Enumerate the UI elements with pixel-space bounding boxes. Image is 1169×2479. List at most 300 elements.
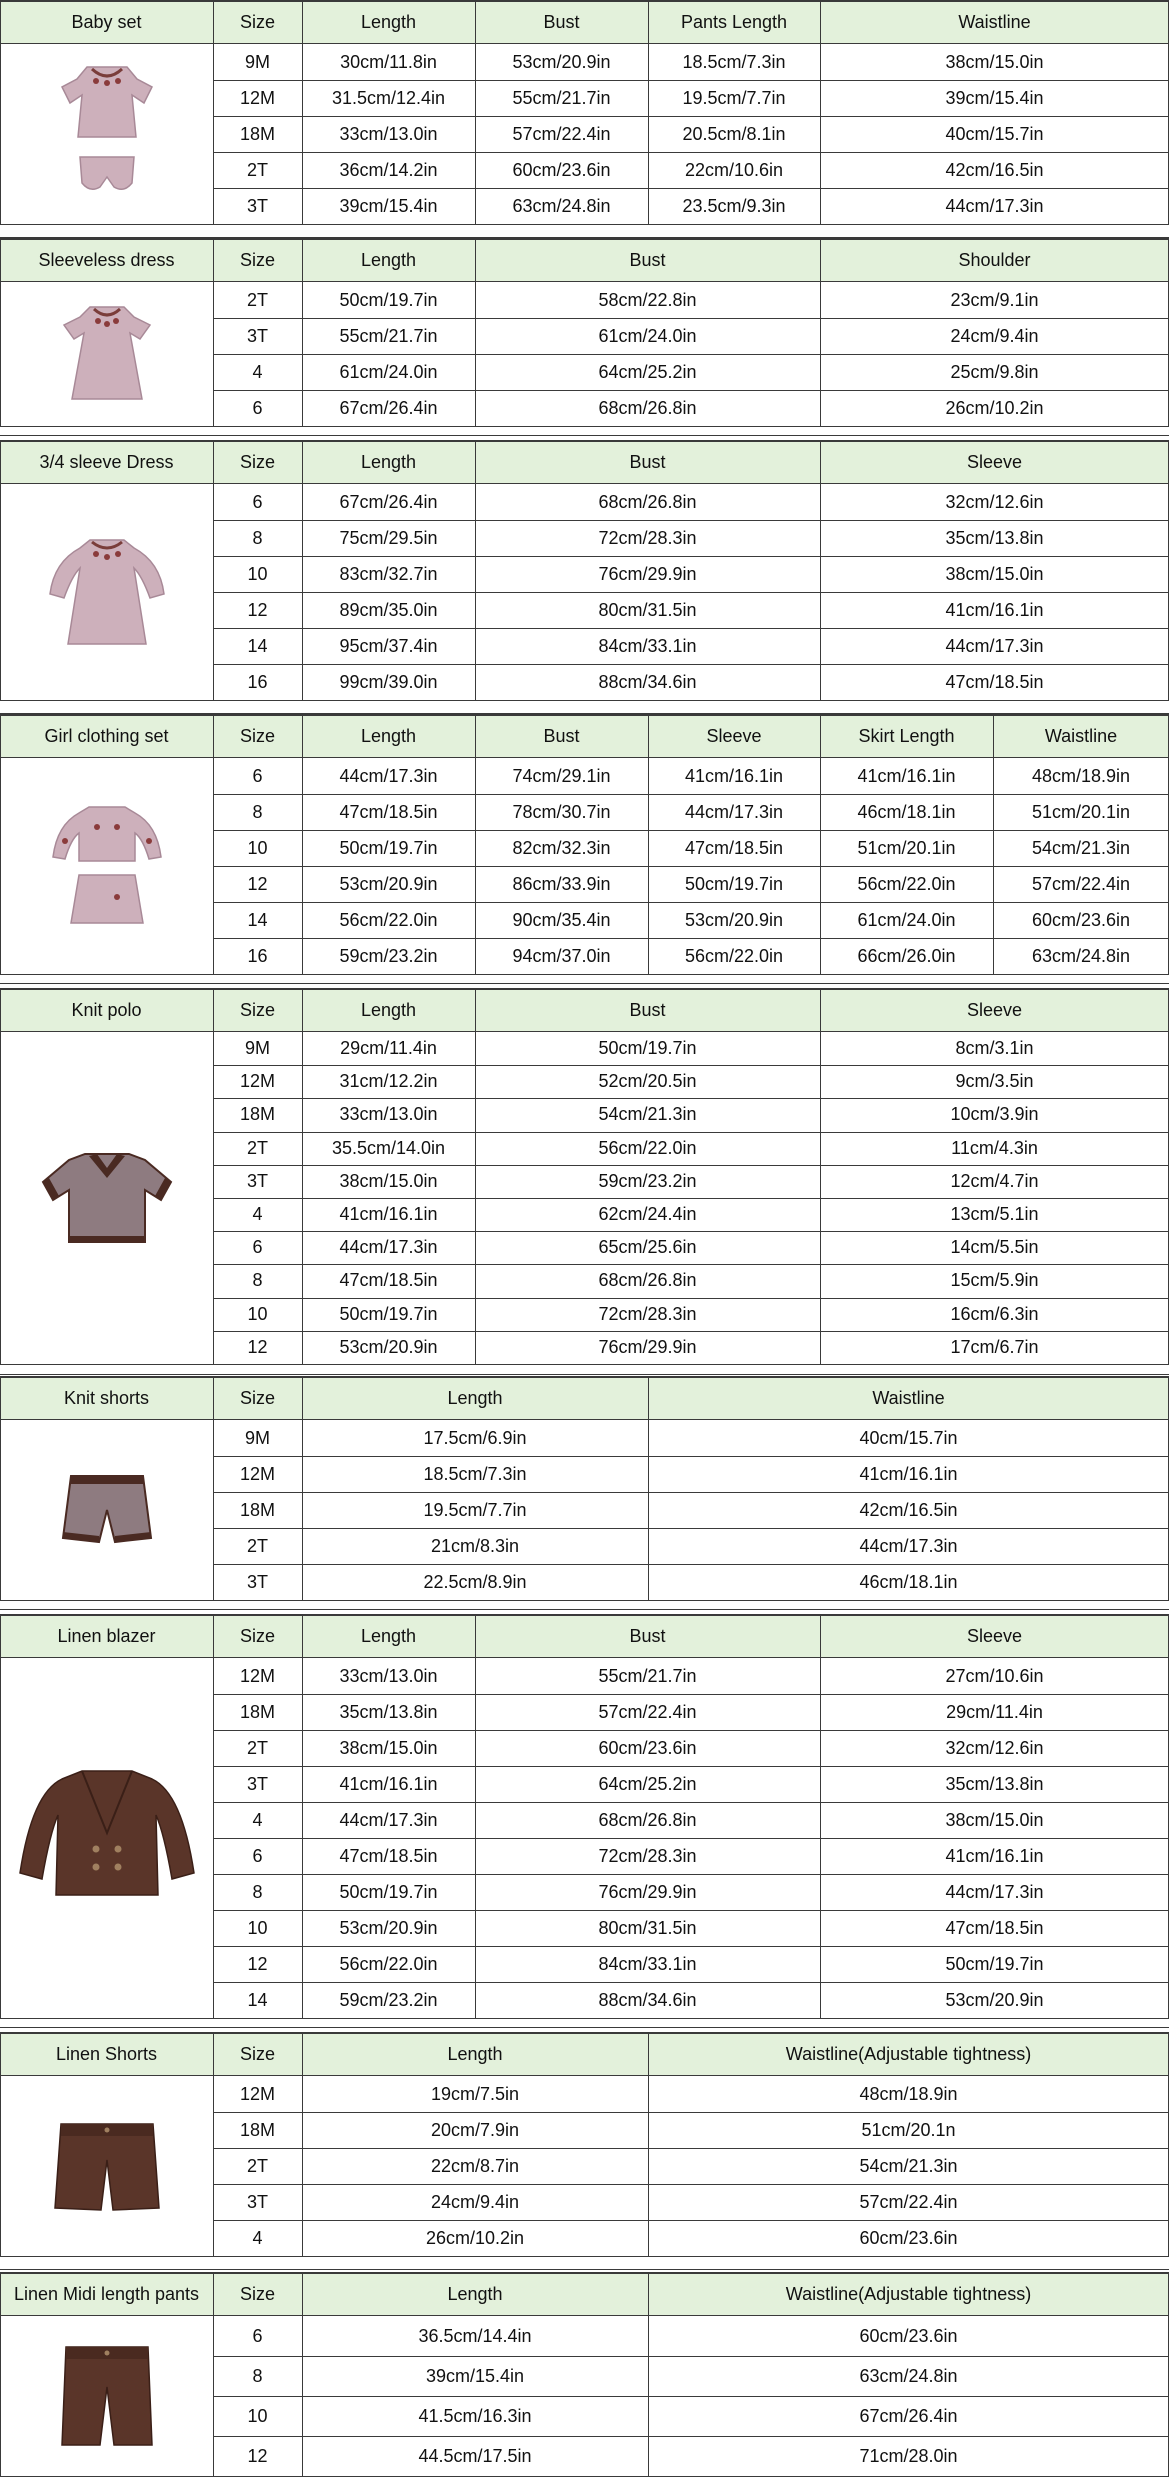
table-title: Knit polo: [71, 999, 142, 1020]
row-divider: [213, 1492, 1169, 1493]
measure-cell: 53cm/20.9in: [339, 873, 438, 894]
measure-cell: 24cm/9.4in: [950, 325, 1039, 346]
column-divider: [820, 440, 821, 700]
table-bottom-border: [0, 2018, 1169, 2019]
row-divider: [213, 116, 1169, 117]
table-title: Linen Shorts: [55, 2043, 158, 2064]
column-header: Skirt Length: [858, 725, 955, 746]
measure-cell: 57cm/22.4in: [512, 123, 611, 144]
measure-cell: 61cm/24.0in: [339, 361, 438, 382]
measure-cell: 18.5cm/7.3in: [682, 51, 786, 72]
column-header: Length: [447, 2043, 503, 2064]
measure-cell: 23cm/9.1in: [950, 289, 1039, 310]
size-cell: 6: [252, 491, 263, 512]
size-cell: 12M: [239, 87, 275, 108]
size-cell: 18M: [239, 123, 275, 144]
column-divider: [475, 238, 476, 426]
measure-cell: 76cm/29.9in: [598, 563, 697, 584]
row-divider: [213, 1910, 1169, 1911]
size-cell: 12: [247, 873, 268, 894]
measure-cell: 47cm/18.5in: [339, 1845, 438, 1866]
linen-shorts-image: [0, 2076, 213, 2256]
table-title: 3/4 sleeve Dress: [39, 451, 174, 472]
column-divider: [0, 988, 1, 1364]
column-header: Bust: [629, 1625, 666, 1646]
measure-cell: 35cm/13.8in: [339, 1701, 438, 1722]
size-table: [0, 714, 1169, 984]
table-title: Knit shorts: [63, 1387, 150, 1408]
measure-cell: 72cm/28.3in: [598, 1303, 697, 1324]
measure-cell: 56cm/22.0in: [339, 909, 438, 930]
size-cell: 8: [252, 2365, 263, 2386]
measure-cell: 22cm/10.6in: [684, 159, 784, 180]
measure-cell: 44cm/17.3in: [945, 1881, 1044, 1902]
measure-cell: 60cm/23.6in: [859, 2227, 958, 2248]
row-divider: [213, 1456, 1169, 1457]
column-divider: [820, 988, 821, 1364]
baby-set-dress-and-bloomers-image: [0, 44, 213, 224]
measure-cell: 26cm/10.2in: [945, 397, 1044, 418]
measure-cell: 20.5cm/8.1in: [682, 123, 786, 144]
three-quarter-sleeve-dress-image: [0, 484, 213, 700]
measure-cell: 41cm/16.1in: [684, 765, 784, 786]
column-divider: [475, 1614, 476, 2018]
measure-cell: 89cm/35.0in: [339, 599, 438, 620]
measure-cell: 25cm/9.8in: [950, 361, 1039, 382]
measure-cell: 52cm/20.5in: [598, 1071, 697, 1092]
table-bottom-border: [0, 224, 1169, 225]
size-cell: 2T: [246, 2155, 268, 2176]
column-divider: [820, 714, 821, 974]
size-table: [0, 988, 1169, 1375]
column-divider: [302, 1376, 303, 1600]
row-divider: [213, 1564, 1169, 1565]
measure-cell: 20cm/7.9in: [430, 2119, 520, 2140]
measure-cell: 51cm/20.1in: [857, 837, 956, 858]
measure-cell: 33cm/13.0in: [339, 1665, 438, 1686]
measure-cell: 71cm/28.0in: [859, 2445, 958, 2466]
row-divider: [213, 794, 1169, 795]
table-bottom-border: [0, 426, 1169, 427]
measure-cell: 54cm/21.3in: [859, 2155, 958, 2176]
size-cell: 16: [247, 945, 268, 966]
measure-cell: 95cm/37.4in: [339, 635, 438, 656]
measure-cell: 27cm/10.6in: [945, 1665, 1044, 1686]
measure-cell: 9cm/3.5in: [955, 1071, 1034, 1092]
measure-cell: 41cm/16.1in: [339, 1204, 438, 1225]
measure-cell: 38cm/15.0in: [945, 563, 1044, 584]
column-header: Pants Length: [680, 11, 788, 32]
measure-cell: 61cm/24.0in: [857, 909, 956, 930]
measure-cell: 55cm/21.7in: [512, 87, 611, 108]
measure-cell: 35cm/13.8in: [945, 1773, 1044, 1794]
measure-cell: 46cm/18.1in: [857, 801, 956, 822]
row-divider: [213, 1298, 1169, 1299]
size-cell: 18M: [239, 1499, 275, 1520]
measure-cell: 19cm/7.5in: [430, 2083, 520, 2104]
column-header: Size: [239, 451, 275, 472]
row-divider: [213, 354, 1169, 355]
size-cell: 9M: [244, 1427, 270, 1448]
column-divider: [0, 238, 1, 426]
measure-cell: 62cm/24.4in: [598, 1204, 697, 1225]
size-cell: 2T: [246, 1535, 268, 1556]
measure-cell: 84cm/33.1in: [598, 1953, 697, 1974]
column-divider: [302, 2272, 303, 2476]
measure-cell: 64cm/25.2in: [598, 361, 697, 382]
column-divider: [213, 238, 214, 426]
linen-midi-pants-image: [0, 2316, 213, 2476]
measure-cell: 50cm/19.7in: [339, 1881, 438, 1902]
measure-cell: 67cm/26.4in: [339, 491, 438, 512]
section-separator: [0, 1374, 1169, 1375]
measure-cell: 50cm/19.7in: [339, 289, 438, 310]
size-cell: 18M: [239, 2119, 275, 2140]
column-header: Bust: [629, 451, 666, 472]
measure-cell: 50cm/19.7in: [598, 1038, 697, 1059]
size-cell: 3T: [246, 1170, 268, 1191]
size-cell: 14: [247, 909, 268, 930]
measure-cell: 99cm/39.0in: [339, 671, 438, 692]
column-header: Size: [239, 999, 275, 1020]
row-divider: [213, 1730, 1169, 1731]
row-divider: [213, 1838, 1169, 1839]
measure-cell: 50cm/19.7in: [945, 1953, 1044, 1974]
measure-cell: 51cm/20.1n: [861, 2119, 956, 2140]
size-cell: 2T: [246, 159, 268, 180]
measure-cell: 90cm/35.4in: [512, 909, 611, 930]
measure-cell: 60cm/23.6in: [598, 1737, 697, 1758]
measure-cell: 29cm/11.4in: [340, 1038, 437, 1059]
measure-cell: 78cm/30.7in: [512, 801, 611, 822]
size-cell: 12: [247, 1953, 268, 1974]
measure-cell: 75cm/29.5in: [339, 527, 438, 548]
column-divider: [0, 714, 1, 974]
column-header: Size: [239, 1387, 275, 1408]
row-divider: [213, 1132, 1169, 1133]
size-cell: 10: [247, 2405, 268, 2426]
row-divider: [213, 2220, 1169, 2221]
measure-cell: 63cm/24.8in: [1031, 945, 1131, 966]
measure-cell: 23.5cm/9.3in: [682, 195, 786, 216]
column-divider: [302, 440, 303, 700]
measure-cell: 84cm/33.1in: [598, 635, 697, 656]
column-header: Waistline(Adjustable tightness): [785, 2283, 1032, 2304]
measure-cell: 65cm/25.6in: [598, 1237, 697, 1258]
size-cell: 3T: [246, 1571, 268, 1592]
measure-cell: 44cm/17.3in: [339, 765, 438, 786]
row-divider: [213, 1874, 1169, 1875]
measure-cell: 36cm/14.2in: [339, 159, 438, 180]
measure-cell: 11cm/4.3in: [951, 1137, 1038, 1158]
table-title: Baby set: [71, 11, 142, 32]
measure-cell: 14cm/5.5in: [950, 1237, 1039, 1258]
size-cell: 10: [247, 837, 268, 858]
size-cell: 4: [252, 1809, 263, 1830]
row-divider: [213, 866, 1169, 867]
measure-cell: 56cm/22.0in: [598, 1137, 697, 1158]
row-divider: [213, 2436, 1169, 2437]
measure-cell: 18.5cm/7.3in: [423, 1463, 527, 1484]
measure-cell: 42cm/16.5in: [945, 159, 1044, 180]
measure-cell: 68cm/26.8in: [598, 397, 697, 418]
measure-cell: 55cm/21.7in: [598, 1665, 697, 1686]
size-cell: 12M: [239, 1463, 275, 1484]
column-header: Length: [360, 249, 417, 270]
size-cell: 3T: [246, 325, 268, 346]
column-header: Length: [360, 451, 417, 472]
column-divider: [213, 2272, 214, 2476]
measure-cell: 17cm/6.7in: [950, 1336, 1039, 1357]
measure-cell: 51cm/20.1in: [1031, 801, 1131, 822]
measure-cell: 67cm/26.4in: [859, 2405, 958, 2426]
measure-cell: 41cm/16.1in: [339, 1773, 438, 1794]
column-header: Waistline: [1044, 725, 1118, 746]
column-header: Length: [360, 1625, 417, 1646]
row-divider: [213, 188, 1169, 189]
size-cell: 16: [247, 671, 268, 692]
column-divider: [820, 0, 821, 224]
column-header: Size: [239, 1625, 275, 1646]
measure-cell: 57cm/22.4in: [598, 1701, 697, 1722]
knit-shorts-image: [0, 1420, 213, 1600]
measure-cell: 57cm/22.4in: [1031, 873, 1131, 894]
column-divider: [0, 2032, 1, 2256]
size-cell: 10: [247, 1917, 268, 1938]
measure-cell: 19.5cm/7.7in: [682, 87, 786, 108]
size-cell: 8: [252, 801, 263, 822]
measure-cell: 50cm/19.7in: [339, 837, 438, 858]
column-header: Shoulder: [958, 249, 1031, 270]
measure-cell: 16cm/6.3in: [950, 1303, 1039, 1324]
table-bottom-border: [0, 700, 1169, 701]
measure-cell: 21cm/8.3in: [430, 1535, 520, 1556]
size-cell: 6: [252, 2325, 263, 2346]
measure-cell: 32cm/12.6in: [945, 491, 1044, 512]
size-table: [0, 440, 1169, 714]
table-title: Sleeveless dress: [38, 249, 175, 270]
row-divider: [213, 1065, 1169, 1066]
section-separator: [0, 2269, 1169, 2270]
measure-cell: 35cm/13.8in: [945, 527, 1044, 548]
row-divider: [213, 2184, 1169, 2185]
section-separator: [0, 1609, 1169, 1610]
measure-cell: 60cm/23.6in: [512, 159, 611, 180]
measure-cell: 55cm/21.7in: [339, 325, 438, 346]
measure-cell: 44cm/17.3in: [339, 1237, 438, 1258]
column-divider: [648, 2272, 649, 2476]
column-divider: [0, 2272, 1, 2476]
column-divider: [648, 714, 649, 974]
row-divider: [213, 1802, 1169, 1803]
measure-cell: 47cm/18.5in: [684, 837, 784, 858]
size-cell: 6: [252, 1237, 263, 1258]
measure-cell: 53cm/20.9in: [684, 909, 784, 930]
column-divider: [213, 2032, 214, 2256]
column-divider: [302, 988, 303, 1364]
column-header: Sleeve: [966, 999, 1023, 1020]
size-cell: 10: [247, 563, 268, 584]
measure-cell: 39cm/15.4in: [425, 2365, 525, 2386]
measure-cell: 94cm/37.0in: [512, 945, 611, 966]
measure-cell: 50cm/19.7in: [339, 1303, 438, 1324]
measure-cell: 44cm/17.3in: [859, 1535, 958, 1556]
measure-cell: 53cm/20.9in: [339, 1917, 438, 1938]
size-cell: 8: [252, 1270, 263, 1291]
measure-cell: 54cm/21.3in: [1031, 837, 1131, 858]
column-divider: [0, 1376, 1, 1600]
size-cell: 12M: [239, 2083, 275, 2104]
column-header: Waistline(Adjustable tightness): [785, 2043, 1032, 2064]
measure-cell: 35.5cm/14.0in: [331, 1137, 446, 1158]
column-divider: [213, 988, 214, 1364]
size-table: [0, 238, 1169, 436]
column-header: Waistline: [958, 11, 1031, 32]
measure-cell: 31cm/12.2in: [339, 1071, 438, 1092]
measure-cell: 44.5cm/17.5in: [418, 2445, 532, 2466]
measure-cell: 58cm/22.8in: [598, 289, 697, 310]
measure-cell: 53cm/20.9in: [339, 1336, 438, 1357]
column-header: Bust: [543, 725, 580, 746]
size-cell: 12M: [239, 1071, 275, 1092]
measure-cell: 24cm/9.4in: [430, 2191, 520, 2212]
row-divider: [213, 664, 1169, 665]
measure-cell: 42cm/16.5in: [859, 1499, 958, 1520]
measure-cell: 56cm/22.0in: [339, 1953, 438, 1974]
size-cell: 8: [252, 1881, 263, 1902]
measure-cell: 64cm/25.2in: [598, 1773, 697, 1794]
measure-cell: 61cm/24.0in: [598, 325, 697, 346]
size-cell: 12: [247, 599, 268, 620]
column-divider: [475, 988, 476, 1364]
row-divider: [213, 902, 1169, 903]
column-divider: [648, 1376, 649, 1600]
column-divider: [302, 2032, 303, 2256]
column-divider: [475, 714, 476, 974]
measure-cell: 47cm/18.5in: [945, 1917, 1044, 1938]
measure-cell: 41cm/16.1in: [945, 1845, 1044, 1866]
measure-cell: 82cm/32.3in: [512, 837, 611, 858]
row-divider: [213, 1165, 1169, 1166]
column-header: Bust: [629, 249, 666, 270]
section-separator: [0, 435, 1169, 436]
column-divider: [0, 0, 1, 224]
measure-cell: 74cm/29.1in: [512, 765, 611, 786]
column-header: Sleeve: [966, 451, 1023, 472]
measure-cell: 26cm/10.2in: [425, 2227, 525, 2248]
measure-cell: 72cm/28.3in: [598, 1845, 697, 1866]
measure-cell: 59cm/23.2in: [598, 1170, 697, 1191]
measure-cell: 56cm/22.0in: [684, 945, 784, 966]
measure-cell: 67cm/26.4in: [339, 397, 438, 418]
measure-cell: 47cm/18.5in: [339, 801, 438, 822]
row-divider: [213, 520, 1169, 521]
size-cell: 6: [252, 1845, 263, 1866]
size-cell: 4: [252, 1204, 263, 1225]
measure-cell: 44cm/17.3in: [945, 195, 1044, 216]
size-cell: 14: [247, 1989, 268, 2010]
size-cell: 18M: [239, 1701, 275, 1722]
measure-cell: 68cm/26.8in: [598, 1270, 697, 1291]
row-divider: [213, 1694, 1169, 1695]
measure-cell: 19.5cm/7.7in: [423, 1499, 527, 1520]
measure-cell: 86cm/33.9in: [512, 873, 611, 894]
column-header: Length: [447, 1387, 503, 1408]
measure-cell: 40cm/15.7in: [945, 123, 1044, 144]
size-table: [0, 0, 1169, 238]
measure-cell: 66cm/26.0in: [857, 945, 956, 966]
measure-cell: 8cm/3.1in: [955, 1038, 1034, 1059]
row-divider: [213, 318, 1169, 319]
measure-cell: 50cm/19.7in: [684, 873, 784, 894]
column-divider: [302, 238, 303, 426]
size-cell: 12: [247, 1336, 268, 1357]
row-divider: [213, 556, 1169, 557]
row-divider: [213, 628, 1169, 629]
column-header: Size: [239, 2043, 275, 2064]
measure-cell: 36.5cm/14.4in: [418, 2325, 532, 2346]
measure-cell: 53cm/20.9in: [512, 51, 611, 72]
row-divider: [213, 1331, 1169, 1332]
measure-cell: 17.5cm/6.9in: [423, 1427, 527, 1448]
measure-cell: 30cm/11.8in: [340, 51, 437, 72]
row-divider: [213, 1982, 1169, 1983]
measure-cell: 22.5cm/8.9in: [423, 1571, 527, 1592]
size-table: [0, 2032, 1169, 2270]
size-cell: 9M: [244, 1038, 270, 1059]
size-cell: 12: [247, 2445, 268, 2466]
row-divider: [213, 1198, 1169, 1199]
measure-cell: 48cm/18.9in: [1031, 765, 1131, 786]
column-header: Length: [360, 11, 417, 32]
measure-cell: 46cm/18.1in: [859, 1571, 958, 1592]
row-divider: [213, 2112, 1169, 2113]
measure-cell: 80cm/31.5in: [598, 1917, 697, 1938]
girl-blouse-and-skirt-image: [0, 758, 213, 974]
column-header: Size: [239, 11, 275, 32]
measure-cell: 41cm/16.1in: [857, 765, 956, 786]
measure-cell: 83cm/32.7in: [339, 563, 438, 584]
row-divider: [213, 1766, 1169, 1767]
size-cell: 4: [252, 361, 263, 382]
measure-cell: 72cm/28.3in: [598, 527, 697, 548]
column-header: Sleeve: [966, 1625, 1023, 1646]
measure-cell: 63cm/24.8in: [512, 195, 611, 216]
measure-cell: 80cm/31.5in: [598, 599, 697, 620]
table-title: Linen Midi length pants: [13, 2283, 200, 2304]
measure-cell: 38cm/15.0in: [945, 51, 1044, 72]
column-header: Waistline: [872, 1387, 945, 1408]
size-cell: 3T: [246, 1773, 268, 1794]
size-table: [0, 1376, 1169, 1610]
measure-cell: 63cm/24.8in: [859, 2365, 958, 2386]
size-cell: 2T: [246, 289, 268, 310]
measure-cell: 54cm/21.3in: [598, 1104, 697, 1125]
column-header: Length: [360, 725, 417, 746]
measure-cell: 39cm/15.4in: [945, 87, 1044, 108]
table-bottom-border: [0, 2476, 1169, 2477]
column-divider: [302, 0, 303, 224]
measure-cell: 88cm/34.6in: [598, 671, 697, 692]
section-separator: [0, 2027, 1169, 2028]
column-header: Size: [239, 725, 275, 746]
size-cell: 4: [252, 2227, 263, 2248]
size-cell: 3T: [246, 195, 268, 216]
row-divider: [213, 1946, 1169, 1947]
measure-cell: 53cm/20.9in: [945, 1989, 1044, 2010]
measure-cell: 33cm/13.0in: [339, 123, 438, 144]
section-separator: [0, 983, 1169, 984]
